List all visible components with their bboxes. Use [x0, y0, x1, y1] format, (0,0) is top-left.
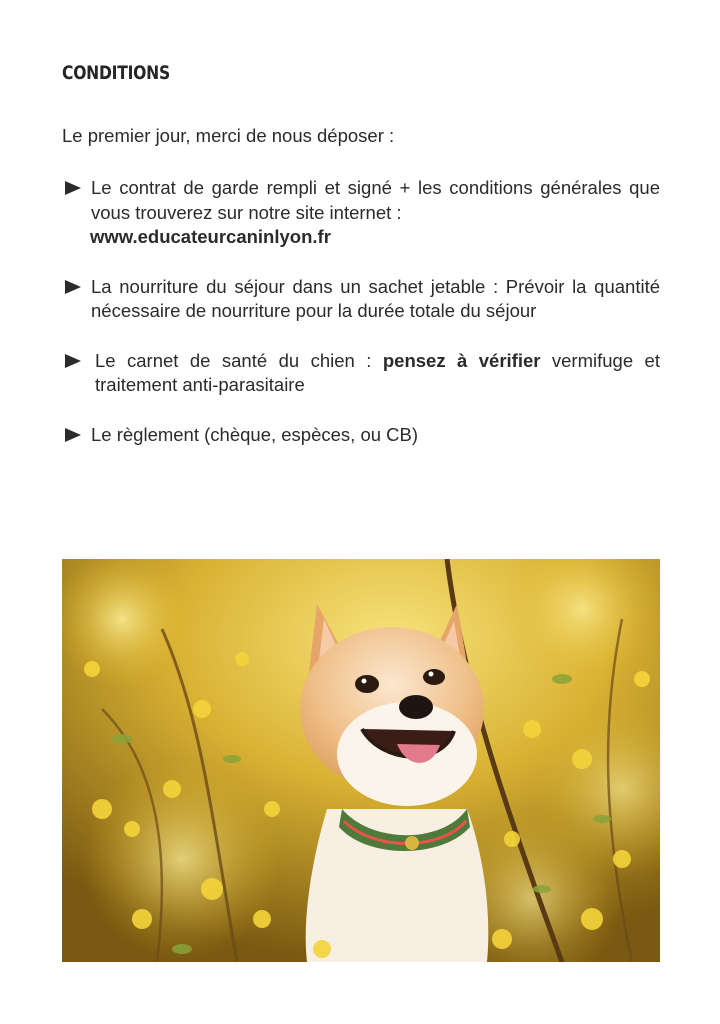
health-book-emphasis: pensez à vérifier	[382, 349, 541, 371]
right-triangle-arrow-icon	[65, 428, 81, 442]
list-item-contract	[62, 176, 660, 250]
right-triangle-arrow-icon	[65, 181, 81, 195]
right-triangle-arrow-icon	[65, 354, 81, 368]
page-title: CONDITIONS	[62, 62, 170, 84]
conditions-list	[62, 176, 660, 472]
list-item-payment	[62, 423, 660, 448]
right-triangle-arrow-icon	[65, 280, 81, 294]
health-book-text-after: vermifuge et traitement anti-parasitaire	[95, 349, 660, 395]
website-link[interactable]: www.educateurcaninlyon.fr	[90, 226, 331, 247]
contract-text: Le contrat de garde rempli et signé + les conditions générales que vous trouverez sur notre site internet :	[91, 177, 660, 223]
food-text: La nourriture du séjour dans un sachet jetable : Prévoir la quantité nécessaire de nourriture pour la durée totale du séjour	[91, 275, 660, 321]
payment-text: Le règlement (chèque, espèces, ou CB)	[91, 423, 419, 445]
health-book-text: Le carnet de santé du chien :	[95, 349, 383, 371]
intro-text: Le premier jour, merci de nous déposer :	[62, 125, 395, 146]
dog-photo	[62, 559, 660, 962]
list-item-health-book	[62, 349, 660, 398]
list-item-food	[62, 275, 660, 324]
